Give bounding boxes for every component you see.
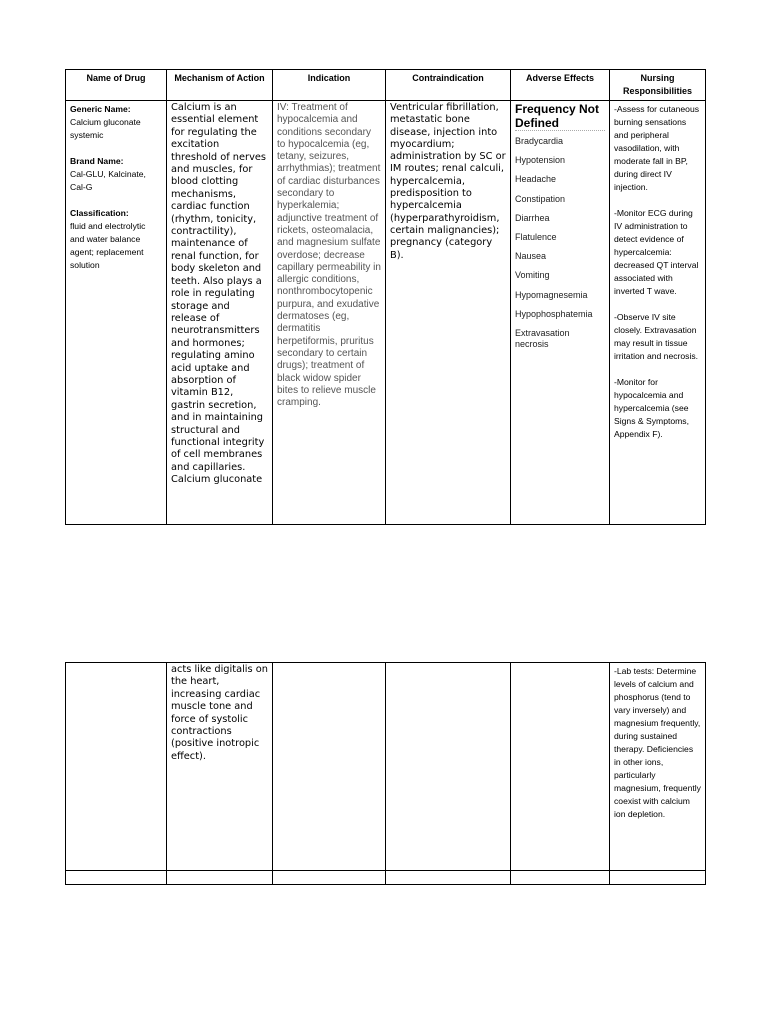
- classification-label: Classification:: [70, 208, 129, 218]
- adverse-effect-item: Constipation: [515, 193, 566, 204]
- header-nursing: Nursing Responsibilities: [610, 70, 706, 101]
- header-name-of-drug: Name of Drug: [66, 70, 167, 101]
- continued-row: [66, 663, 706, 871]
- adverse-effects-cell-empty: [511, 663, 610, 871]
- drug-table-page-1: [65, 69, 706, 525]
- brand-name-label: Brand Name:: [70, 156, 124, 166]
- adverse-effect-item: Flatulence: [515, 231, 557, 242]
- adverse-effect-item: Diarrhea: [515, 212, 550, 223]
- frequency-heading: Frequency Not Defined: [515, 102, 605, 131]
- adverse-effect-item: Bradycardia: [515, 136, 564, 146]
- header-row: [66, 70, 706, 101]
- brand-name-value: Cal-GLU, Kalcinate, Cal-G: [70, 169, 146, 192]
- adverse-effect-item: Vomiting: [515, 270, 550, 281]
- header-contraindication: Contraindication: [386, 70, 511, 101]
- nursing-item: -Monitor ECG during IV administration to detect evidence of hypercalcemia: decreased QT interval associated with inverted T wave.: [614, 208, 699, 296]
- header-indication: Indication: [273, 70, 386, 101]
- header-mechanism: Mechanism of Action: [167, 70, 273, 101]
- adverse-effect-item: Hypotension: [515, 155, 566, 166]
- nursing-item: -Assess for cutaneous burning sensations and peripheral vasodilation, with moderate fall in BP, during direct IV injection.: [614, 104, 700, 192]
- contraindication-cell-empty: [386, 663, 511, 871]
- indication-cell-empty: [273, 663, 386, 871]
- mechanism-cell: Calcium is an essential element for regulating the excitation threshold of nerves and muscles, for blood clotting mechanisms, cardiac function (rhythm, tonicity, contractility), maintenance of renal function, for body skeleton and teeth. Also plays a role in regulating storage and release of neurotransmitters and hormones; regulating amino acid uptake and absorption of vitamin B12, gastrin secretion, and in maintaining structural and functional integrity of cell membranes and capillaries. Calcium gluconate: [167, 101, 273, 525]
- adverse-effect-item: Nausea: [515, 251, 547, 262]
- adverse-effects-cell: [511, 101, 610, 525]
- adverse-effect-item: Headache: [515, 174, 557, 185]
- classification-value: fluid and electrolytic and water balance agent; replacement solution: [70, 221, 146, 270]
- name-of-drug-cell-empty: [66, 663, 167, 871]
- nursing-item: -Monitor for hypocalcemia and hypercalcemia (see Signs & Symptoms, Appendix F).: [614, 377, 689, 439]
- empty-row: [66, 871, 706, 885]
- indication-cell: IV: Treatment of hypocalcemia and conditions secondary to hypocalcemia (eg, tetany, seizures, arrhythmias); treatment of cardiac disturbances secondary to hyperkalemia; adjunctive treatment of rickets, osteomalacia, and magnesium sulfate overdose; decrease capillary permeability in allergic conditions, nonthrombocytopenic purpura, and exudative dermatoses (eg, dermatitis herpetiformis, pruritus secondary to certain drugs); treatment of black widow spider bites to relieve muscle cramping.: [273, 101, 386, 525]
- drug-row: [66, 101, 706, 525]
- name-of-drug-cell: [66, 101, 167, 525]
- nursing-item: -Observe IV site closely. Extravasation may result in tissue irritation and necrosis.: [614, 312, 699, 361]
- adverse-effect-item: Hypophosphatemia: [515, 308, 593, 319]
- adverse-effect-item: Hypomagnesemia: [515, 289, 588, 300]
- nursing-cell-continued: -Lab tests: Determine levels of calcium and phosphorus (tend to vary inversely) and magnesium frequently, during sustained therapy. Deficiencies in other ions, particularly magnesium, frequently coexist with calcium ion depletion.: [610, 663, 706, 871]
- adverse-effect-item: Extravasation necrosis: [515, 327, 570, 349]
- contraindication-cell: Ventricular fibrillation, metastatic bone disease, injection into myocardium; administration by SC or IM routes; renal calculi, hypercalcemia, predisposition to hypercalcemia (hyperparathyroidism, certain malignancies); pregnancy (category B).: [386, 101, 511, 525]
- mechanism-cell-continued: acts like digitalis on the heart, increasing cardiac muscle tone and force of systolic contractions (positive inotropic effect).: [167, 663, 273, 871]
- drug-table-page-2: [65, 662, 706, 885]
- generic-name-label: Generic Name:: [70, 104, 131, 114]
- generic-name-value: Calcium gluconate systemic: [70, 117, 141, 140]
- header-adverse-effects: Adverse Effects: [511, 70, 610, 101]
- nursing-cell: [610, 101, 706, 525]
